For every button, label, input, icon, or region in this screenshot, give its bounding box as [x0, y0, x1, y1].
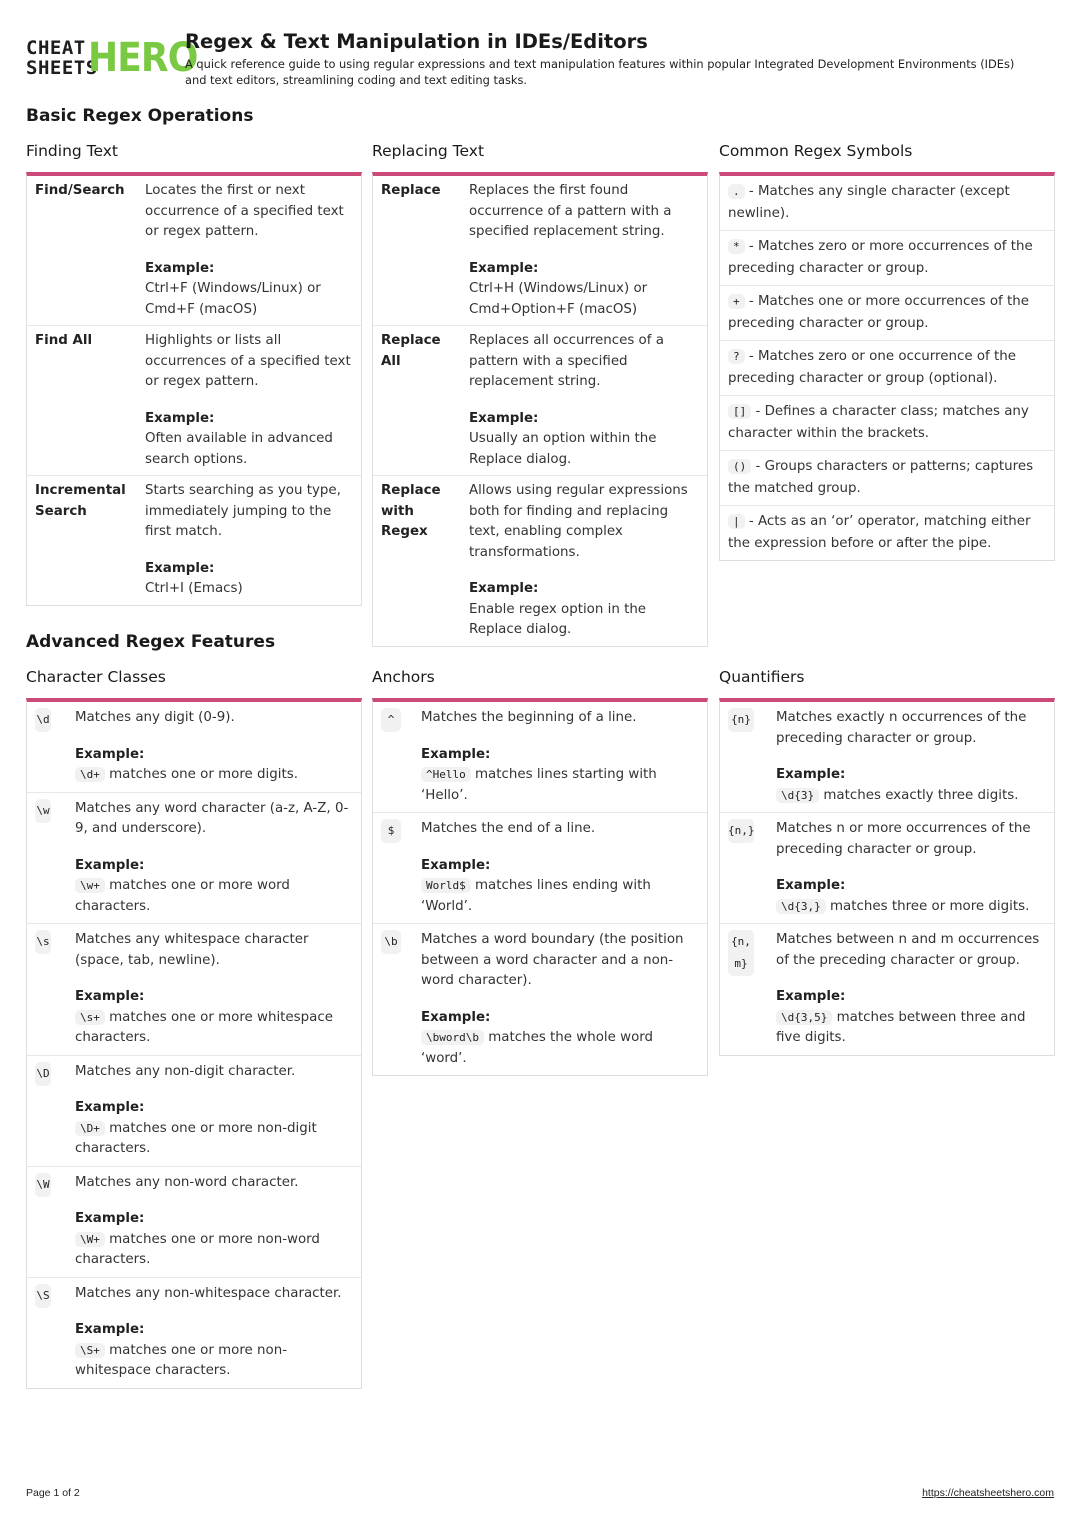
example-code: \d{3} [776, 788, 819, 803]
table-row [720, 702, 1054, 813]
symbol-description: - Matches zero or one occurrence of the preceding character or group (optional). [728, 349, 1016, 386]
character-classes-card [26, 698, 362, 1389]
logo-line1: CHEAT [26, 37, 86, 59]
example-label: Example: [469, 410, 539, 426]
example-text: Ctrl+F (Windows/Linux) or Cmd+F (macOS) [145, 281, 321, 317]
symbol-code: () [728, 459, 751, 474]
example-label: Example: [421, 1009, 491, 1025]
class-symbol: \w [35, 799, 51, 823]
page-title: Regex & Text Manipulation in IDEs/Editors [185, 30, 648, 53]
row-description: Matches between n and m occurrences of the preceding character or group. [776, 932, 1040, 968]
row-description: Matches n or more occurrences of the preceding character or group. [776, 821, 1031, 857]
example-text: matches the whole word ‘word’. [421, 1030, 654, 1066]
quantifier-symbol: {n,} [728, 819, 754, 843]
table-row [27, 924, 361, 1056]
example-label: Example: [75, 857, 145, 873]
row-value [459, 176, 707, 325]
table-row [373, 476, 707, 646]
anchor-symbol: $ [381, 819, 401, 843]
table-row [27, 702, 361, 793]
example-text: Ctrl+H (Windows/Linux) or Cmd+Option+F (macOS) [469, 281, 648, 317]
symbol-code: . [728, 184, 745, 199]
table-row [27, 176, 361, 326]
cheatsheetshero-logo[interactable] [26, 35, 198, 81]
logo-line2: SHEETS [26, 57, 98, 79]
list-item [720, 341, 1054, 396]
class-symbol: \d [35, 708, 51, 732]
example-label: Example: [776, 989, 846, 1004]
table-row [720, 813, 1054, 924]
quantifiers-card [719, 698, 1055, 1056]
row-description: Matches any non-digit character. [75, 1063, 296, 1079]
column-title-replacing: Replacing Text [372, 142, 485, 160]
column-title-quantifiers: Quantifiers [719, 668, 805, 686]
list-item [720, 451, 1054, 506]
finding-text-card [26, 172, 362, 606]
example-label: Example: [145, 560, 215, 576]
symbol-code: [] [728, 404, 751, 419]
row-description: Matches the beginning of a line. [421, 710, 637, 725]
row-description: Matches any whitespace character (space, tab, newline). [75, 932, 309, 968]
column-title-symbols: Common Regex Symbols [719, 142, 913, 160]
example-label: Example: [75, 1100, 145, 1115]
row-key: Replace with Regex [381, 483, 441, 539]
example-text: Often available in advanced search options. [145, 431, 333, 467]
example-code: \D+ [75, 1121, 105, 1136]
example-text: matches one or more non-word characters. [75, 1231, 320, 1267]
example-text: Usually an option within the Replace dialog. [469, 431, 657, 467]
symbol-code: | [728, 514, 745, 529]
table-row [27, 793, 361, 925]
symbol-description: - Groups characters or patterns; captures the matched group. [728, 459, 1034, 496]
list-item [720, 506, 1054, 560]
table-row [27, 1056, 361, 1167]
example-code: World$ [421, 878, 471, 893]
row-description: Replaces all occurrences of a pattern with a specified replacement string. [469, 333, 664, 389]
row-description: Matches exactly n occurrences of the preceding character or group. [776, 710, 1027, 746]
example-text: Enable regex option in the Replace dialog. [469, 601, 647, 637]
example-label: Example: [469, 581, 539, 596]
example-text: matches one or more non-digit characters. [75, 1120, 317, 1156]
row-key: Replace [381, 183, 441, 198]
anchor-symbol: ^ [381, 708, 401, 732]
row-description: Allows using regular expressions both for finding and replacing text, enabling complex transformations. [469, 483, 688, 560]
table-row [373, 813, 707, 924]
quantifier-symbol: {n,m} [728, 930, 754, 976]
regex-symbols-card [719, 172, 1055, 561]
list-item [720, 396, 1054, 451]
row-description: Matches any word character (a-z, A-Z, 0-9, and underscore). [75, 800, 349, 836]
example-code: \d{3,5} [776, 1010, 832, 1025]
row-description: Locates the first or next occurrence of a specified text or regex pattern. [145, 183, 344, 239]
page-header [26, 30, 1056, 90]
example-code: \S+ [75, 1343, 105, 1358]
example-text: matches one or more word characters. [75, 878, 290, 914]
example-label: Example: [145, 260, 215, 276]
example-code: \s+ [75, 1010, 105, 1025]
row-key: Find/Search [35, 183, 125, 198]
example-label: Example: [75, 989, 145, 1004]
class-symbol: \W [35, 1173, 51, 1197]
example-label: Example: [145, 410, 215, 426]
logo-hero: HERO [88, 35, 198, 81]
site-link[interactable]: https://cheatsheetshero.com [922, 1487, 1054, 1499]
symbol-code: * [728, 239, 745, 254]
example-text: matches one or more digits. [104, 767, 298, 782]
example-text: matches lines ending with ‘World’. [421, 878, 651, 914]
row-description: Matches the end of a line. [421, 821, 596, 836]
example-label: Example: [75, 746, 145, 762]
example-code: \d+ [75, 767, 105, 782]
table-row [373, 924, 707, 1075]
example-text: matches between three and five digits. [776, 1009, 1026, 1045]
column-title-anchors: Anchors [372, 668, 435, 686]
row-value [135, 476, 361, 605]
example-code: \bword\b [421, 1030, 484, 1045]
example-label: Example: [75, 1211, 145, 1226]
table-row [27, 326, 361, 476]
symbol-description: - Acts as an ‘or’ operator, matching either the expression before or after the pipe. [728, 514, 1031, 551]
example-text: matches one or more non-whitespace characters. [75, 1342, 288, 1378]
class-symbol: \S [35, 1284, 51, 1308]
example-label: Example: [75, 1322, 145, 1337]
table-row [720, 924, 1054, 1055]
class-symbol: \s [35, 930, 51, 954]
table-row [27, 1278, 361, 1388]
example-label: Example: [776, 878, 846, 893]
symbol-description: - Defines a character class; matches any character within the brackets. [728, 404, 1029, 441]
section-title-basic: Basic Regex Operations [26, 106, 254, 126]
row-description: Matches any digit (0-9). [75, 710, 235, 725]
example-code: \W+ [75, 1232, 105, 1247]
example-code: ^Hello [421, 767, 471, 782]
anchor-symbol: \b [381, 930, 401, 954]
page-number: Page 1 of 2 [26, 1487, 80, 1499]
example-label: Example: [421, 857, 491, 873]
table-row [373, 176, 707, 326]
anchors-card [372, 698, 708, 1076]
page-subtitle: A quick reference guide to using regular expressions and text manipulation features within popular Integrated Development Environments (IDEs) and text editors, streamlining coding and text editing tasks. [185, 57, 1015, 87]
row-value [135, 326, 361, 475]
table-row [373, 326, 707, 476]
replacing-text-card [372, 172, 708, 647]
example-code: \d{3,} [776, 899, 826, 914]
example-text: Ctrl+I (Emacs) [145, 581, 243, 596]
example-text: matches lines starting with ‘Hello’. [421, 767, 657, 803]
list-item [720, 231, 1054, 286]
row-value [459, 476, 707, 646]
row-key: Replace All [381, 333, 441, 369]
symbol-description: - Matches zero or more occurrences of the preceding character or group. [728, 239, 1033, 276]
quantifier-symbol: {n} [728, 708, 754, 732]
row-value [459, 326, 707, 475]
symbol-description: - Matches any single character (except newline). [728, 184, 1010, 221]
example-code: \w+ [75, 878, 105, 893]
example-text: matches exactly three digits. [819, 787, 1019, 803]
row-description: Matches a word boundary (the position between a word character and a non-word character). [421, 932, 684, 988]
row-description: Matches any non-whitespace character. [75, 1285, 342, 1301]
example-text: matches one or more whitespace characters. [75, 1009, 333, 1045]
section-title-advanced: Advanced Regex Features [26, 632, 276, 652]
row-description: Starts searching as you type, immediately jumping to the first match. [145, 483, 341, 539]
list-item [720, 286, 1054, 341]
symbol-code: + [728, 294, 745, 309]
example-label: Example: [469, 260, 539, 276]
row-description: Matches any non-word character. [75, 1174, 299, 1190]
row-key: Incremental Search [35, 483, 126, 519]
column-title-char-classes: Character Classes [26, 668, 166, 686]
symbol-description: - Matches one or more occurrences of the preceding character or group. [728, 294, 1029, 331]
example-label: Example: [776, 767, 846, 782]
example-label: Example: [421, 746, 491, 762]
row-value [135, 176, 361, 325]
row-description: Replaces the first found occurrence of a pattern with a specified replacement string. [469, 183, 672, 239]
example-text: matches three or more digits. [825, 898, 1030, 914]
symbol-code: ? [728, 349, 745, 364]
row-key: Find All [35, 333, 93, 348]
row-description: Highlights or lists all occurrences of a specified text or regex pattern. [145, 333, 351, 389]
table-row [27, 476, 361, 605]
list-item [720, 176, 1054, 231]
table-row [373, 702, 707, 813]
class-symbol: \D [35, 1062, 51, 1086]
column-title-finding: Finding Text [26, 142, 119, 160]
table-row [27, 1167, 361, 1278]
